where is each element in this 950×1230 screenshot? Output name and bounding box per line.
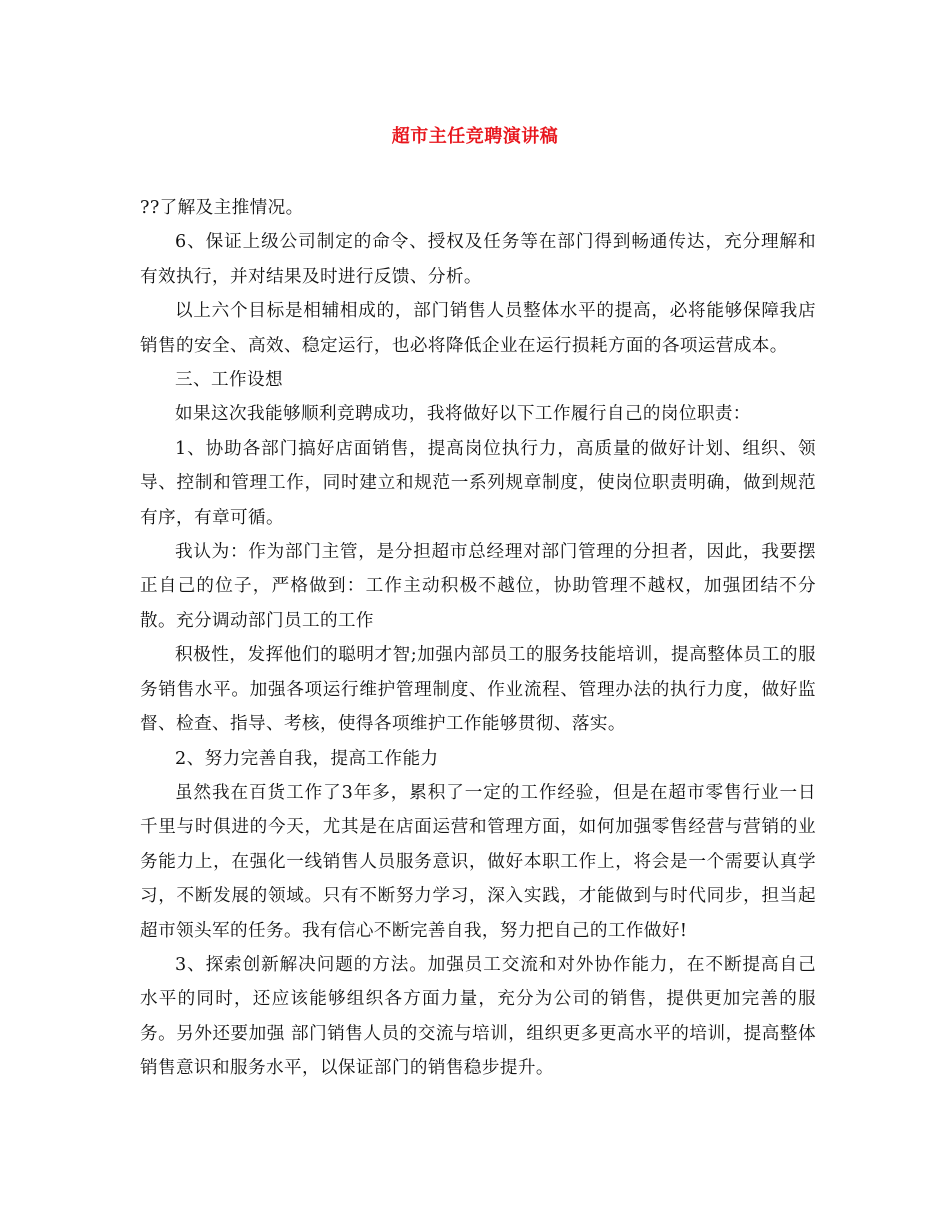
paragraph: 虽然我在百货工作了3年多，累积了一定的工作经验，但是在超市零售行业一日千里与时俱进的今天，尤其是在店面运营和管理方面，如何加强零售经营与营销的业务能力上，在强化一线销售人员服务意识，做好本职工作上，将会是一个需要认真学习，不断发展的领域。只有不断努力学习，深入实践，才能做到与时代同步，担当起超市领头军的任务。我有信心不断完善自我，努力把自己的工作做好! [140,782,816,941]
paragraph: 2、努力完善自我，提高工作能力 [175,748,439,769]
paragraph: 6、保证上级公司制定的命令、授权及任务等在部门得到畅通传达，充分理解和有效执行，并对结果及时进行反馈、分析。 [140,232,816,287]
paragraph: 我认为：作为部门主管，是分担超市总经理对部门管理的分担者，因此，我要摆正自己的位子，严格做到：工作主动积极不越位，协助管理不越权，加强团结不分散。充分调动部门员工的工作 [140,542,816,631]
paragraph: 以上六个目标是相辅相成的，部门销售人员整体水平的提高，必将能够保障我店销售的安全、高效、稳定运行，也必将降低企业在运行损耗方面的各项运营成本。 [140,301,816,356]
paragraph: ??了解及主推情况。 [140,198,304,218]
paragraph: 如果这次我能够顺利竞聘成功，我将做好以下工作履行自己的岗位职责： [175,404,751,425]
paragraph: 3、探索创新解决问题的方法。加强员工交流和对外协作能力，在不断提高自己水平的同时，还应该能够组织各方面力量，充分为公司的销售，提供更加完善的服务。另外还要加强 部门销售人员的交流与培训，组织更多更高水平的培训，提高整体销售意识和服务水平，以保证部门的销售稳步提升。 [140,954,816,1079]
document-title: 超市主任竞聘演讲稿 [391,126,559,147]
paragraph: 积极性，发挥他们的聪明才智;加强内部员工的服务技能培训，提高整体员工的服务销售水平。加强各项运行维护管理制度、作业流程、管理办法的执行力度，做好监督、检查、指导、考核，使得各项维护工作能够贯彻、落实。 [140,645,816,735]
section-heading: 三、工作设想 [175,370,283,391]
document-body [140,191,816,1086]
paragraph: 1、协助各部门搞好店面销售，提高岗位执行力，高质量的做好计划、组织、领导、控制和管理工作，同时建立和规范一系列规章制度，使岗位职责明确，做到规范有序，有章可循。 [140,438,816,528]
